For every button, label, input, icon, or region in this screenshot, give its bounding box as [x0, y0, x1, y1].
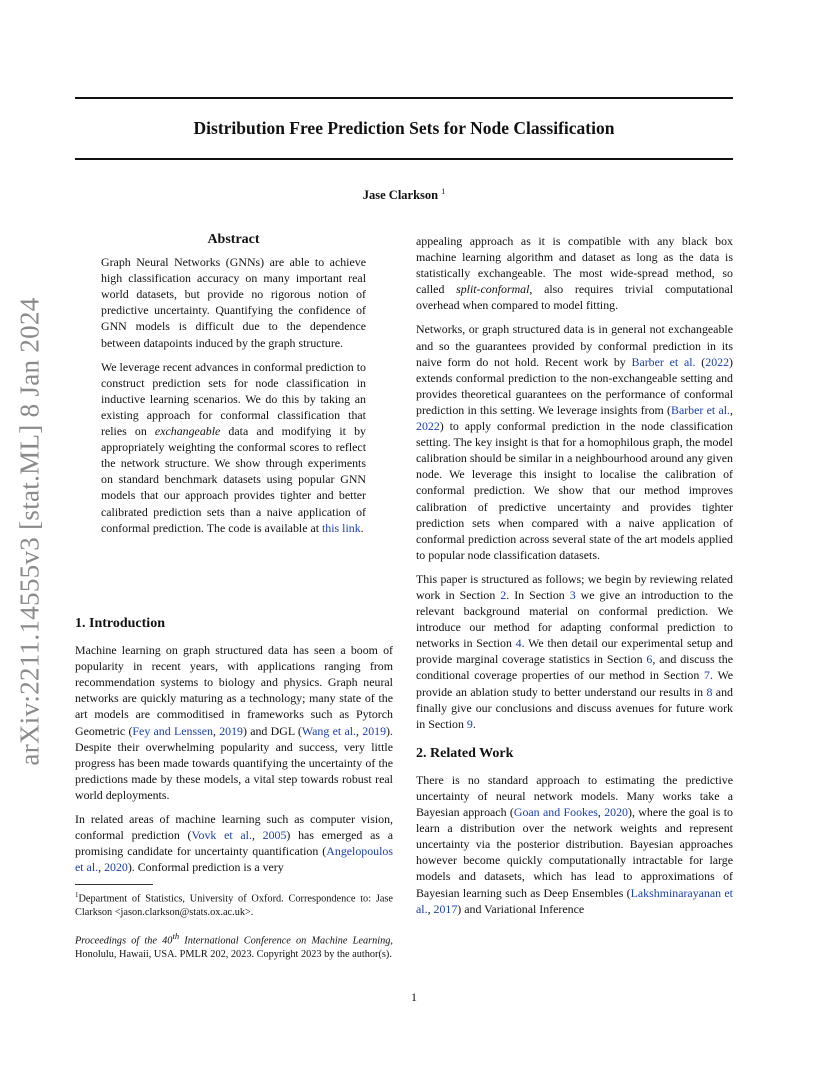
citation-link[interactable]: Barber et al. [671, 402, 731, 417]
author-name: Jase Clarkson [362, 188, 439, 203]
citation-link[interactable]: 2019 [219, 723, 243, 738]
page-number: 1 [411, 990, 417, 1004]
affiliation-footnote [75, 889, 393, 919]
abstract-heading: Abstract [207, 232, 260, 247]
text-run: we give an introduction to the relevant background material on conformal prediction. We introduce our method for adapting conformal prediction to networks in Section [416, 587, 734, 651]
text-run: This paper is structured as follows; we begin by reviewing related work in Section [416, 571, 733, 602]
text-run: ) and Variational Inference [457, 901, 585, 916]
citation-link[interactable]: 2019 [362, 723, 387, 738]
section-link[interactable]: 3 [569, 587, 576, 602]
right-column [416, 233, 733, 925]
citation-link[interactable]: Fey and Lenssen [132, 723, 213, 738]
text-run: ( [695, 354, 706, 369]
citation-link[interactable]: 2022 [416, 419, 440, 434]
emphasis: split-conformal [456, 282, 530, 297]
text-run: , [212, 723, 220, 738]
text-run: ) extends conformal prediction to the non-exchangeable setting and provides theoretical guarantees on the performance of conformal prediction in this setting. We leverage insights from ( [416, 354, 734, 417]
right-paragraph-1 [416, 233, 733, 313]
introduction-section [75, 616, 393, 883]
text-run: . [472, 716, 476, 731]
text-run: and finally give our conclusions and discuss avenues for future work in Section [416, 684, 733, 731]
right-paragraph-3 [416, 571, 733, 732]
intro-paragraph-1 [75, 642, 393, 803]
text-run: ) has emerged as a promising candidate for uncertainty quantification ( [75, 828, 393, 859]
section-link[interactable]: 4 [515, 636, 522, 651]
text-run: ) to apply conformal prediction in the node classification setting. The key insight is that for a homophilous graph, the model calibration should be similar in a neighbourhood around any given node. We leverage this insight to localise the calibration of conformal prediction. We show that our method improves calibration of predictive uncertainty and provides tighter prediction sets when compared with a naive application of conformal prediction across several state of the art models applied to popular node classification datasets. [416, 419, 733, 562]
proceedings-italic: Proceedings of the [75, 935, 163, 947]
text-run: ) and DGL ( [242, 723, 302, 738]
footnote-rule [75, 884, 153, 885]
text-run: , and discuss the conditional coverage properties of our method in Section [416, 652, 733, 683]
text-run: There is no standard approach to estimating the predictive uncertainty of neural network models. Many works take a Bayesian approach ( [416, 772, 733, 820]
arxiv-id: arXiv:2211.14555v3 [stat.ML] 8 Jan 2024 [14, 296, 45, 766]
text-run: appealing approach as it is compatible with any black box machine learning algorithm and dataset as long as the data is statistically exchangeable. The most wide-spread method, so called [416, 234, 733, 297]
code-link[interactable]: this link [322, 520, 361, 535]
text-run: , [251, 828, 263, 843]
text-run: , [427, 901, 434, 916]
introduction-heading: 1. Introduction [75, 616, 165, 631]
text-run: , also requires trivial computational overhead when compared to model fitting. [416, 282, 734, 313]
text-run: . We then detail our experimental setup and provide marginal coverage statistics in Section [416, 636, 733, 667]
citation-link[interactable]: 2017 [433, 901, 458, 916]
text-run: , [730, 402, 733, 417]
text-run: We leverage recent advances in conformal prediction to construct prediction sets for node classification in inductive learning scenarios. We do this by taking an existing approach for conformal classification that relies on [101, 359, 366, 439]
author-line [75, 187, 733, 203]
author-affil-mark: 1 [441, 187, 446, 196]
title-rule [75, 158, 733, 160]
text-run: . We provide an ablation study to better understand our results in [416, 668, 733, 699]
section-link[interactable]: 2 [500, 587, 507, 602]
abstract-section [101, 232, 366, 544]
proceedings-ordinal: 40 [162, 935, 173, 947]
citation-link[interactable]: 2005 [262, 828, 287, 843]
footnote-mark: 1 [75, 891, 79, 899]
text-run: ). Despite their overwhelming popularity and success, very little progress has been made towards quantifying the uncertainty of the predictions made by these models, a vital step towards robust real world deployments. [75, 723, 393, 802]
text-run: In related areas of machine learning such as computer vision, conformal prediction ( [75, 812, 393, 843]
section-link[interactable]: 6 [646, 652, 653, 667]
citation-link[interactable]: Barber et al. [631, 354, 696, 369]
abstract-paragraph-2 [101, 359, 366, 536]
text-run: , [98, 860, 105, 875]
citation-link[interactable]: Wang et al. [301, 723, 356, 738]
arxiv-watermark [8, 292, 52, 770]
text-run: Machine learning on graph structured data has seen a boom of popularity in recent years, with applications ranging from recommendation systems to biology and physics. Graph neural networks are quickly maturing as a technology; many state of the art models are commoditised in frameworks such as Pytorch Geometric ( [75, 643, 393, 738]
intro-paragraph-2 [75, 811, 393, 875]
abstract-paragraph-1: Graph Neural Networks (GNNs) are able to achieve high classification accuracy on many important real world datasets, but provide no rigorous notion of predictive uncertainty. Quantifying the confidence of GNN models is difficult due to the dependence between datapoints induced by the graph structure. [101, 255, 366, 350]
citation-link[interactable]: 2022 [705, 354, 730, 369]
right-paragraph-2 [416, 321, 733, 562]
proceedings-text: , Honolulu, Hawaii, USA. PMLR 202, 2023. Copyright 2023 by the author(s). [75, 935, 393, 960]
proceedings-note [75, 930, 393, 961]
top-rule [75, 97, 733, 99]
citation-link[interactable]: Lakshminarayanan et al. [416, 885, 733, 916]
citation-link[interactable]: 2020 [104, 860, 128, 875]
text-run: ). Conformal prediction is a very [127, 860, 284, 875]
citation-link[interactable]: Angelopoulos et al. [75, 844, 393, 875]
proceedings-italic: International Conference on Machine Learning [179, 935, 391, 947]
text-run: . In Section [506, 587, 570, 602]
section-link[interactable]: 9 [466, 716, 473, 731]
text-run: , [356, 723, 363, 738]
related-work-paragraph [416, 772, 733, 917]
footnote-text: Department of Statistics, University of Oxford. Correspondence to: Jase Clarkson <jason.clarkson@stats.ox.ac.uk>. [75, 893, 393, 918]
paper-title: Distribution Free Prediction Sets for Node Classification [193, 118, 615, 138]
emphasis: exchangeable [154, 424, 221, 439]
section-link[interactable]: 7 [704, 668, 710, 683]
citation-link[interactable]: Goan and Fookes [513, 805, 598, 820]
text-run: Networks, or graph structured data is in general not exchangeable and so the guarantees provided by conformal prediction in its naive form do not hold. Recent work by [416, 322, 733, 369]
text-run: , [597, 805, 605, 820]
citation-link[interactable]: 2020 [604, 805, 628, 820]
proceedings-ordinal-sup: th [172, 931, 180, 941]
related-work-heading: 2. Related Work [416, 745, 514, 761]
citation-link[interactable]: Vovk et al. [191, 828, 252, 843]
text-run: ), where the goal is to learn a distribution over the network weights and represent uncertainty via the posterior distribution. Bayesian approaches however become quickly computationally intractable for large models and datasets, which has lead to approximations of Bayesian learning such as Deep Ensembles ( [416, 805, 733, 900]
text-run: . [360, 520, 364, 535]
section-link[interactable]: 8 [706, 684, 713, 699]
text-run: data and modifying it by appropriately weighting the conformal scores to reflect the network structure. We show through experiments on standard benchmark datasets using popular GNN models that our approach provides tighter and better calibrated prediction sets than a naive application of conformal prediction. The code is available at [101, 424, 366, 535]
